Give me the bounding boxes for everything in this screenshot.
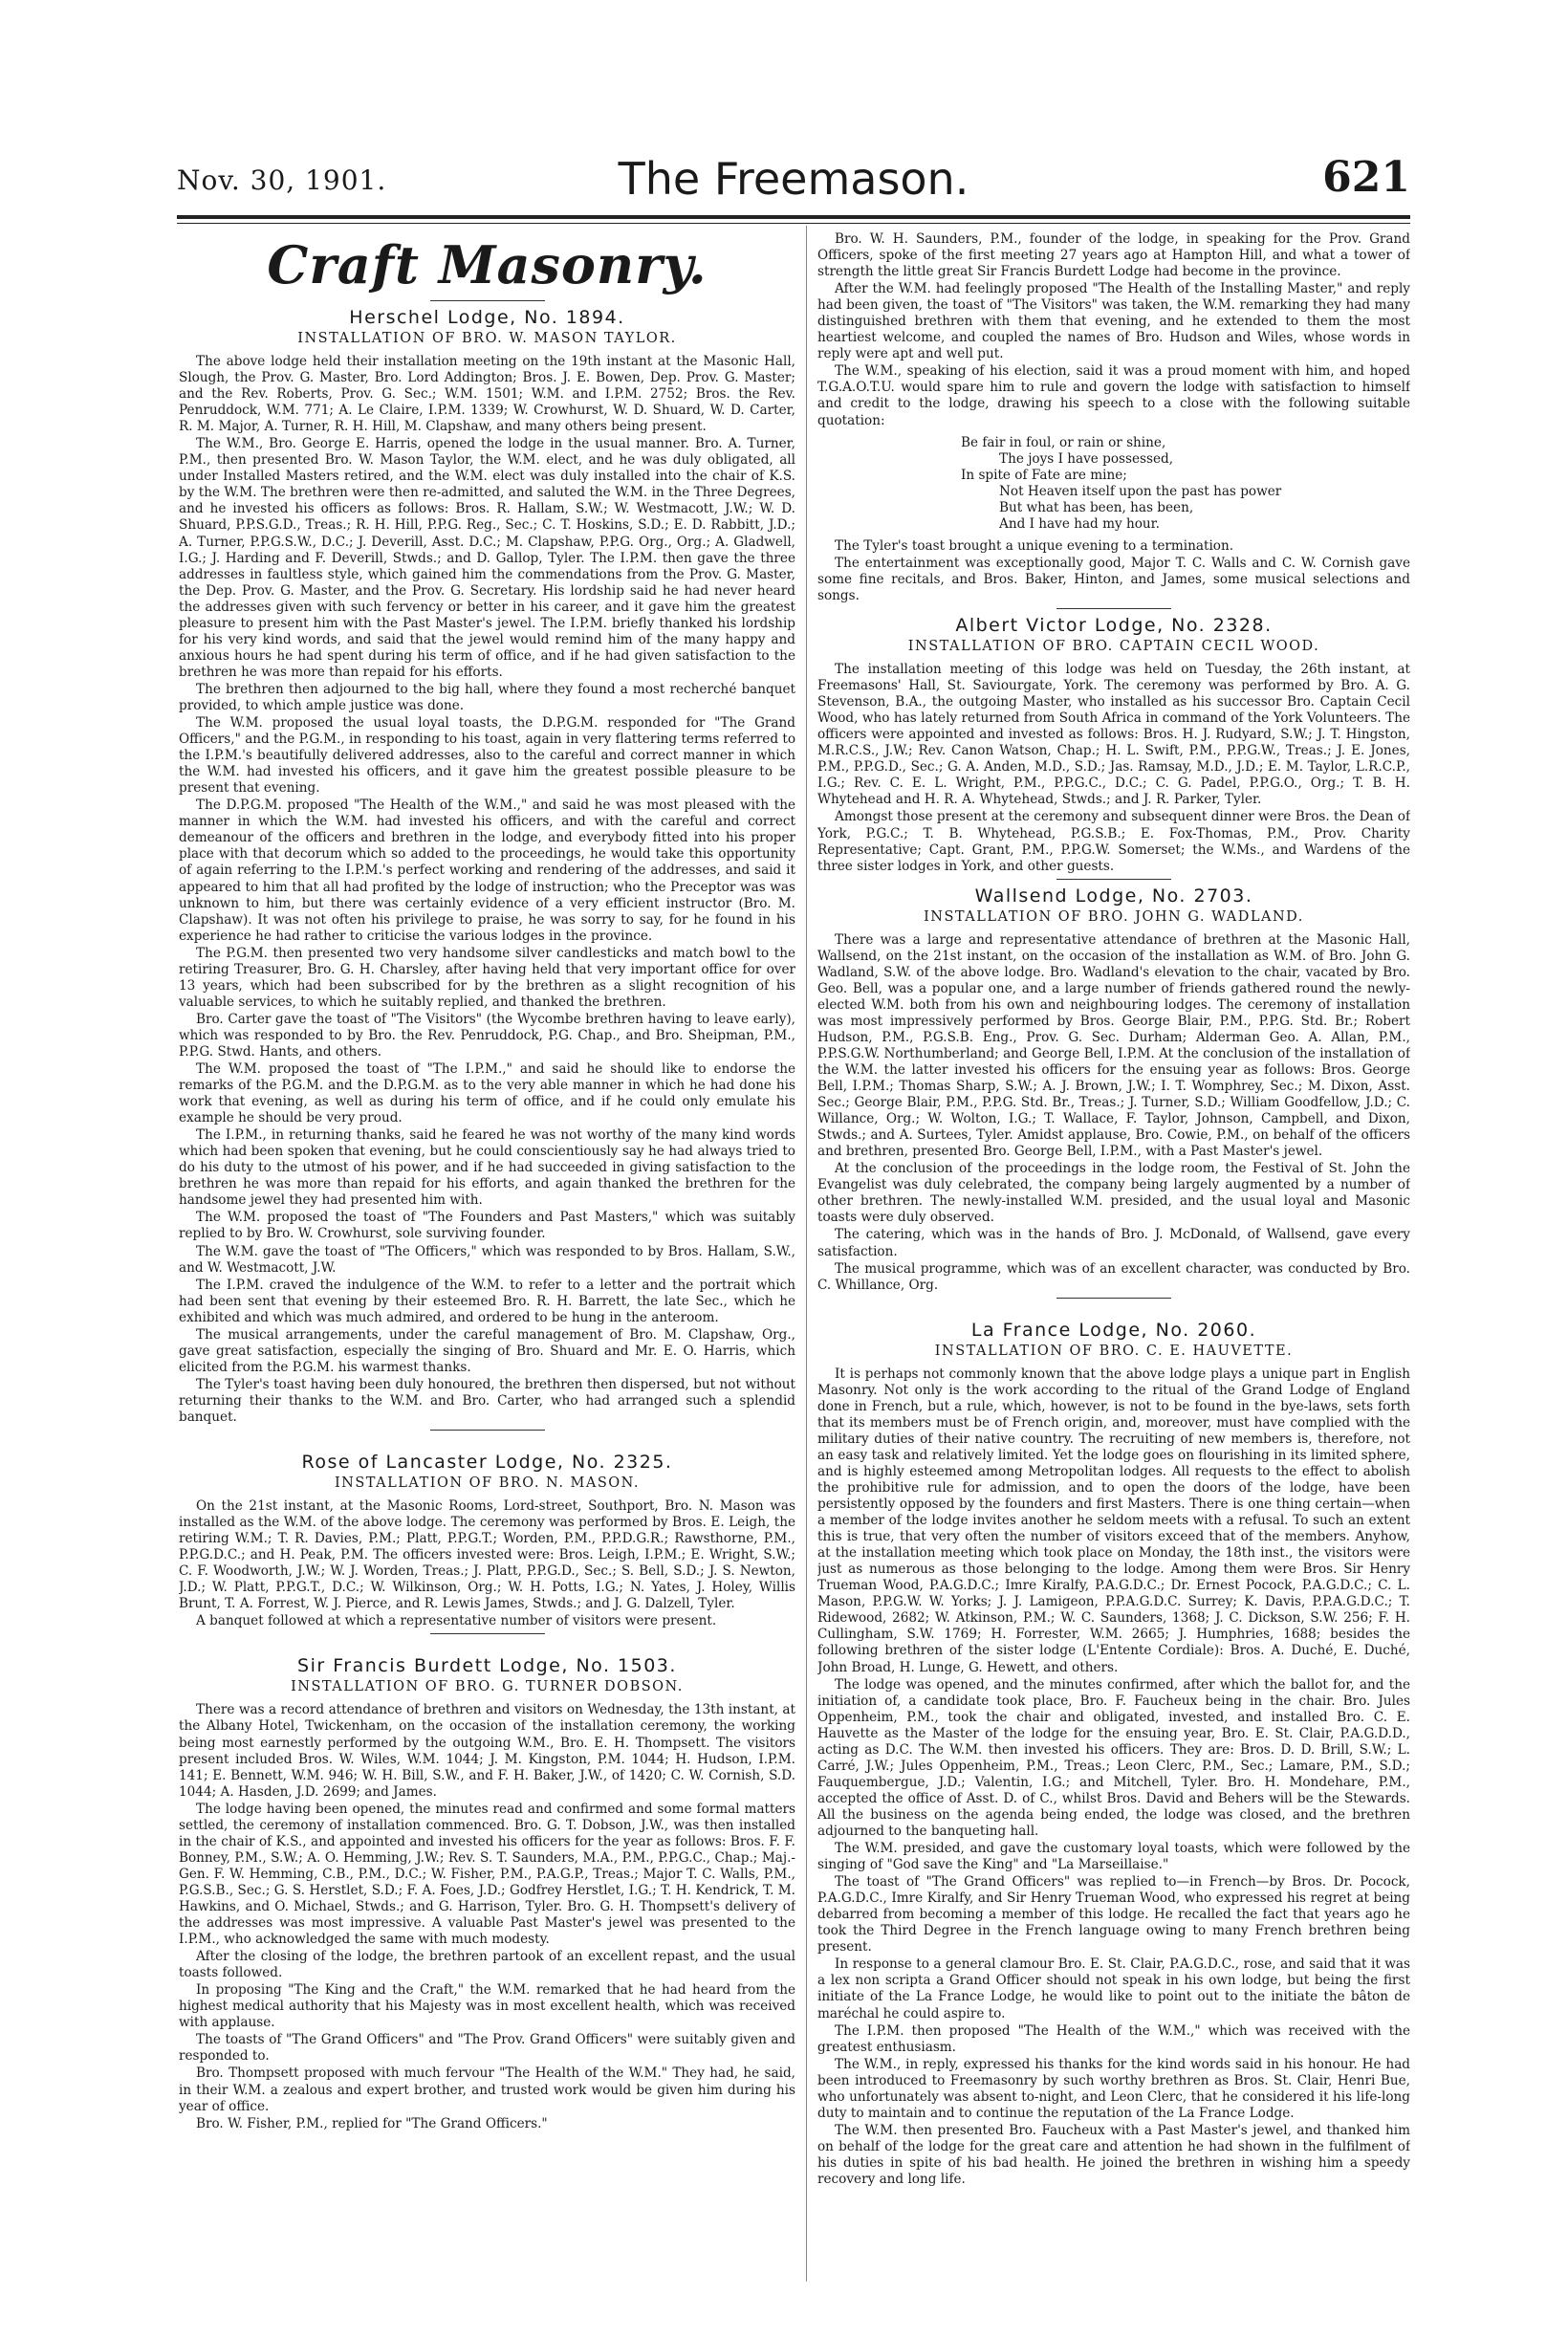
paragraph: In response to a general clamour Bro. E. St. Clair, P.A.G.D.C., rose, and said that it was a lex non scripta a Grand Officer should not speak in his own lodge, but being the first initiate of the La France Lodge, he would like to point out to the initiate the bâton de maréchal he could aspire to. (817, 1956, 1410, 2021)
lodge-heading: Rose of Lancaster Lodge, No. 2325. (301, 1452, 673, 1474)
lodge-heading: Albert Victor Lodge, No. 2328. (955, 615, 1273, 637)
paragraph: The above lodge held their installation meeting on the 19th instant at the Masonic Hall, Slough, the Prov. G. Master, Bro. Lord Addington; Bros. J. E. Bowen, Dep. Prov. G. Master; and the Rev. Roberts, Prov. G. Sec.; W.M. 1501; W.M. and I.P.M. 2752; Bros. the Rev. Penruddock, W.M. 771; A. Le Claire, I.P.M. 1339; W. Crowhurst, W. D. Shuard, W. D. Carter, R. M. Major, A. Turner, R. H. Hill, M. Clapshaw, and many others being present. (179, 354, 795, 435)
paragraph: The W.M. gave the toast of "The Officers," which was responded to by Bros. Hallam, S.W., and W. Westmacott, J.W. (179, 1243, 795, 1276)
paragraph: Bro. W. H. Saunders, P.M., founder of the lodge, in speaking for the Prov. Grand Officers, spoke of the first meeting 27 years ago at Hampton Hill, and what a tower of strength the little great Sir Francis Burdett Lodge had become in the province. (817, 231, 1410, 280)
installation-subheading: INSTALLATION OF BRO. N. MASON. (334, 1475, 641, 1492)
verse-line: The joys I have possessed, (999, 450, 1174, 467)
paragraph: The entertainment was exceptionally good, Major T. C. Walls and C. W. Cornish gave some fine recitals, and Bros. Baker, Hinton, and James, some musical selections and songs. (817, 555, 1410, 603)
paragraph: The brethren then adjourned to the big hall, where they found a most recherché banquet provided, to which ample justice was done. (179, 681, 795, 713)
paragraph: It is perhaps not commonly known that the above lodge plays a unique part in English Masonry. Not only is the work according to the ritual of the Grand Lodge of England done in French, but a rule, which, however, is not to be found in the bye-laws, sets forth that its members must be of French origin, and, moreover, must have complied with the military duties of their native country. The recruiting of new members is, therefore, not an easy task and relatively limited. Yet the lodge goes on flourishing in its limited sphere, and is highly esteemed among Metropolitan lodges. All requests to the effect to abolish the prohibitive rule for admission, and to open the doors of the lodge, have been persistently opposed by the founders and first Masters. There is one thing certain—when a member of the lodge invites another he seldom meets with a refusal. To such an extent this is true, that very often the number of visitors exceed that of the members. Anyhow, at the installation meeting which took place on Monday, the 18th inst., the visitors were just as numerous as those belonging to the lodge. Among them were Bros. Sir Henry Trueman Wood, P.A.G.D.C.; Imre Kiralfy, P.A.G.D.C.; Dr. Ernest Pocock, P.A.G.D.C.; C. L. Mason, P.P.G.W. W. Yorks; J. J. Lamigeon, P.P.A.G.D.C. Surrey; K. Davis, P.P.A.G.D.C.; T. Ridewood, 2682; W. Atkinson, P.M.; W. C. Saunders, 1368; J. C. Dickson, S.W. 256; F. H. Cullingham, S.W. 1769; H. Forrester, W.M. 2665; J. Humphries, 1688; besides the following brethren of the sister lodge (L'Entente Cordiale): Bros. A. Duché, E. Duché, John Broad, H. Lunge, G. Hewett, and others. (817, 1366, 1410, 1675)
paragraph: The toasts of "The Grand Officers" and "The Prov. Grand Officers" were suitably given and responded to. (179, 2032, 795, 2065)
verse-line: But what has been, has been, (999, 499, 1194, 515)
header-rule-thin (177, 223, 1410, 224)
paragraph: The W.M. proposed the toast of "The Founders and Past Masters," which was suitably replied to by Bro. W. Crowhurst, sole surviving founder. (179, 1210, 795, 1242)
verse-line: And I have had my hour. (999, 515, 1160, 532)
article-rule (430, 1633, 545, 1634)
verse-line: In spite of Fate are mine; (961, 467, 1127, 483)
paragraph: Bro. Carter gave the toast of "The Visitors" (the Wycombe brethren having to leave early), which was responded to by Bro. the Rev. Penruddock, P.G. Chap., and Bro. Sheipman, P.M., P.P.G. Stwd. Hants, and others. (179, 1011, 795, 1060)
paragraph: The toast of "The Grand Officers" was replied to—in French—by Bros. Dr. Pocock, P.A.G.D.C., Imre Kiralfy, and Sir Henry Trueman Wood, who expressed his regret at being debarred from becoming a member of this lodge. He recalled the fact that years ago he took the Third Degree in the French language owing to many French brethren being present. (817, 1874, 1410, 1956)
header-rule (177, 215, 1410, 219)
paragraph: In proposing "The King and the Craft," the W.M. remarked that he had heard from the highest medical authority that his Majesty was in most excellent health, which was received with applause. (179, 1982, 795, 2031)
masthead (177, 153, 1410, 210)
paragraph: On the 21st instant, at the Masonic Rooms, Lord-street, Southport, Bro. N. Mason was installed as the W.M. of the above lodge. The ceremony was performed by Bros. E. Leigh, the retiring W.M.; T. R. Davies, P.M.; Platt, P.P.G.T.; Worden, P.M., P.P.D.G.R.; Rawsthorne, P.M., P.P.G.D.C.; and H. Peak, P.M. The officers invested were: Bros. Leigh, I.P.M.; E. Wright, S.W.; C. F. Woodworth, J.W.; W. J. Worden, Treas.; J. Platt, P.P.G.D., Sec.; S. Bell, S.D.; J. S. Newton, J.D.; W. Platt, P.P.G.T., D.C.; W. Wilkinson, Org.; W. H. Potts, I.G.; N. Yates, J. Holey, Willis Brunt, T. A. Forrest, W. J. Pierce, and R. Lewis James, Stwds.; and J. G. Dalzell, Tyler. (179, 1498, 795, 1612)
installation-subheading: INSTALLATION OF BRO. CAPTAIN CECIL WOOD. (907, 639, 1320, 655)
article-rule (1056, 608, 1171, 609)
section-rule (430, 300, 545, 301)
installation-subheading: INSTALLATION OF BRO. G. TURNER DOBSON. (291, 1679, 684, 1695)
installation-subheading: INSTALLATION OF BRO. C. E. HAUVETTE. (934, 1343, 1294, 1359)
paragraph: The W.M., in reply, expressed his thanks for the kind words said in his honour. He had been introduced to Freemasonry by such worthy brethren as Bros. St. Clair, Henri Bue, who unfortunately was absent to-night, and Leon Clerc, that he considered it his life-long duty to maintain and to continue the reputation of the La France Lodge. (817, 2056, 1410, 2121)
verse-quotation (817, 435, 1410, 533)
installation-subheading: INSTALLATION OF BRO. W. MASON TAYLOR. (297, 331, 677, 346)
paragraph: A banquet followed at which a representative number of visitors were present. (196, 1613, 717, 1629)
lodge-heading: Herschel Lodge, No. 1894. (349, 307, 625, 328)
lodge-heading: Wallsend Lodge, No. 2703. (974, 885, 1253, 907)
installation-subheading: INSTALLATION OF BRO. JOHN G. WADLAND. (924, 908, 1304, 925)
newspaper-title: The Freemason. (618, 153, 969, 205)
issue-date: Nov. 30, 1901. (177, 164, 387, 196)
paragraph: At the conclusion of the proceedings in the lodge room, the Festival of St. John the Evangelist was duly celebrated, the company being largely augmented by a number of other brethren. The newly-installed W.M. presided, and the usual loyal and Masonic toasts were duly observed. (817, 1161, 1410, 1226)
paragraph: The W.M. proposed the usual loyal toasts, the D.P.G.M. responded for "The Grand Officers," and the P.G.M., in responding to his toast, again in very flattering terms referred to the I.P.M.'s beautifully delivered addresses, also to the careful and correct manner in which the W.M. had invested his officers, and it gave him the greatest possible pleasure to be present that evening. (179, 715, 795, 797)
paragraph: The installation meeting of this lodge was held on Tuesday, the 26th instant, at Freemasons' Hall, St. Saviourgate, York. The ceremony was performed by Bro. A. G. Stevenson, B.A., the outgoing Master, who installed as his successor Bro. Captain Cecil Wood, who has lately returned from South Africa in command of the York Volunteers. The officers were appointed and invested as follows: Bros. H. J. Rudyard, S.W.; J. T. Hingston, M.R.C.S., J.W.; Rev. Canon Watson, Chap.; H. L. Swift, P.M., P.P.G.W., Treas.; J. E. Jones, P.M., P.P.G.D., Sec.; G. A. Anden, M.D., S.D.; Jas. Ramsay, M.D., J.D.; E. M. Taylor, L.R.C.P., I.G.; Rev. C. E. L. Wright, P.M., P.P.G.C., D.C.; C. G. Padel, P.P.G.O., Org.; T. B. H. Whytehead and H. R. A. Whytehead, Stwds.; and J. R. Parker, Tyler. (817, 662, 1410, 808)
paragraph: After the closing of the lodge, the brethren partook of an excellent repast, and the usual toasts followed. (179, 1949, 795, 1981)
paragraph: The Tyler's toast having been duly honoured, the brethren then dispersed, but not without returning their thanks to the W.M. and Bro. Carter, who had arranged such a splendid banquet. (179, 1376, 795, 1425)
column-divider (806, 226, 807, 2282)
paragraph: The W.M., Bro. George E. Harris, opened the lodge in the usual manner. Bro. A. Turner, P.M., then presented Bro. W. Mason Taylor, the W.M. elect, and he was duly obligated, all under Installed Masters retired, and the W.M. elect was duly installed into the chair of K.S. by the W.M. The brethren were then re-admitted, and saluted the W.M. in the Three Degrees, and he invested his officers as follows: Bros. R. Hallam, S.W.; W. Westmacott, J.W.; W. D. Shuard, P.P.S.G.D., Treas.; R. H. Hill, P.P.G. Reg., Sec.; C. T. Hoskins, S.D.; E. D. Rabbitt, J.D.; A. Turner, P.P.G.S.W., D.C.; J. Deverill, Asst. D.C.; M. Clapshaw, P.P.G. Org., Org.; A. Gladwell, I.G.; J. Harding and F. Deverill, Stwds.; and D. Gallop, Tyler. The I.P.M. then gave the three addresses in faultless style, which gained him the commendations from the Prov. G. Master, the Dep. Prov. G. Master, and the Prov. G. Secretary. His lordship said he had never heard the addresses given with such fervency or better in his career, and it gave him the greatest pleasure to present him with the Past Master's jewel. The I.P.M. briefly thanked his lordship for his very kind words, and said that the jewel would remind him of the many happy and anxious hours he had spent during his term of office, and if he had given satisfaction to the brethren he was more than repaid for his efforts. (179, 436, 795, 680)
paragraph: The D.P.G.M. proposed "The Health of the W.M.," and said he was most pleased with the manner in which the W.M. had invested his officers, and with the careful and correct demeanour of the officers and brethren in the lodge, and everybody fitted into his proper place with that decorum which so added to the proceedings, he would take this opportunity of again referring to the I.P.M.'s perfect working and rendering of the addresses, and said it appeared to him that all had profited by the lodge of instruction; who the Preceptor was was unknown to him, but there was certainly evidence of a very efficient instructor (Bro. M. Clapshaw). It was not often his privilege to praise, he was sorry to say, for he found in his experience he had rather to criticise the various lodges in the province. (179, 798, 795, 944)
article-rule (1056, 879, 1171, 880)
paragraph: The musical programme, which was of an excellent character, was conducted by Bro. C. Whillance, Org. (817, 1260, 1410, 1293)
verse-line: Not Heaven itself upon the past has power (999, 483, 1282, 499)
page-number: 621 (1322, 153, 1410, 202)
paragraph: The W.M., speaking of his election, said it was a proud moment with him, and hoped T.G.A.O.T.U. would spare him to rule and govern the lodge with satisfaction to himself and credit to the lodge, drawing his speech to a close with the following suitable quotation: (817, 363, 1410, 428)
paragraph: There was a record attendance of brethren and visitors on Wednesday, the 13th instant, at the Albany Hotel, Twickenham, on the occasion of the installation ceremony, the working being most earnestly performed by the outgoing W.M., Bro. E. H. Thompsett. The visitors present included Bros. W. Wiles, W.M. 1044; J. M. Kingston, P.M. 1044; H. Hudson, I.P.M. 141; E. Bennett, W.M. 946; W. H. Bill, S.W., and F. H. Baker, J.W., of 1420; C. W. Cornish, S.D. 1044; A. Hasden, J.D. 2699; and James. (179, 1702, 795, 1800)
article-rule (430, 1430, 545, 1431)
right-column (817, 231, 1410, 2259)
paragraph: The Tyler's toast brought a unique evening to a termination. (835, 537, 1234, 554)
verse-line: Be fair in foul, or rain or shine, (961, 434, 1166, 450)
paragraph: The lodge having been opened, the minutes read and confirmed and some formal matters settled, the ceremony of installation commenced. Bro. G. T. Dobson, J.W., was then installed in the chair of K.S., and appointed and invested his officers for the year as follows: Bros. F. F. Bonney, P.M., S.W.; A. O. Hemming, J.W.; Rev. S. T. Saunders, M.A., P.M., P.P.G.C., Chap.; Maj.-Gen. F. W. Hemming, C.B., P.M., D.C.; W. Fisher, P.M., P.A.G.P., Treas.; Major T. C. Walls, P.M., P.G.S.B., Sec.; G. S. Herstlet, S.D.; F. A. Foes, J.D.; Godfrey Herstlet, I.G.; T. H. Kendrick, T. M. Hawkins, and O. Michael, Stwds.; and G. Harrison, Tyler. Bro. G. H. Thompsett's delivery of the addresses was most impressive. A valuable Past Master's jewel was presented to the I.P.M., who acknowledged the same with much modesty. (179, 1801, 795, 1948)
left-column (179, 231, 795, 2259)
paragraph: The I.P.M., in returning thanks, said he feared he was not worthy of the many kind words which had been spoken that evening, but he could conscientiously say he had always tried to do his duty to the utmost of his power, and if he had succeeded in giving satisfaction to the brethren he was more than repaid for his efforts, and again thanked the brethren for the handsome jewel they had presented him with. (179, 1127, 795, 1209)
paragraph: The P.G.M. then presented two very handsome silver candlesticks and match bowl to the retiring Treasurer, Bro. G. H. Charsley, after having held that very important office for over 13 years, which had been subscribed for by the brethren as a slight recognition of his valuable services, to which he suitably replied, and thanked the brethren. (179, 945, 795, 1010)
paragraph: The W.M. presided, and gave the customary loyal toasts, which were followed by the singing of "God save the King" and "La Marseillaise." (817, 1841, 1410, 1873)
paragraph: The W.M. proposed the toast of "The I.P.M.," and said he should like to endorse the remarks of the P.G.M. and the D.P.G.M. as to the very able manner in which he had done his work that evening, as well as during his term of office, and if he could only emulate his example he should be very proud. (179, 1061, 795, 1126)
paragraph: There was a large and representative attendance of brethren at the Masonic Hall, Wallsend, on the 21st instant, on the occasion of the installation as W.M. of Bro. John G. Wadland, S.W. of the above lodge. Bro. Wadland's elevation to the chair, vacated by Bro. Geo. Bell, was a popular one, and a large number of friends gathered round the newly-elected W.M. both from his own and neighbouring lodges. The ceremony of installation was most impressively performed by Bros. George Blair, P.M., P.P.G. Std. Br.; Robert Hudson, P.M., P.G.S.B. Eng., Prov. G. Sec. Durham; Alderman Geo. A. Allan, P.M., P.P.S.G.W. Northumberland; and George Bell, I.P.M. At the conclusion of the installation of the W.M. the latter invested his officers for the ensuing year as follows: Bros. George Bell, I.P.M.; Thomas Sharp, S.W.; A. J. Brown, J.W.; I. T. Womphrey, Sec.; M. Dixon, Asst. Sec.; George Blair, P.M., P.P.G. Std. Br., Treas.; J. Turner, S.D.; William Goodfellow, J.D.; C. Willance, Org.; W. Wolton, I.G.; T. Wallace, F. Taylor, Johnson, Campbell, and Dixon, Stwds.; and A. Surtees, Tyler. Amidst applause, Bro. Cowie, P.M., on behalf of the officers and brethren, presented Bro. George Bell, I.P.M., with a Past Master's jewel. (817, 931, 1410, 1160)
paragraph: Bro. W. Fisher, P.M., replied for "The Grand Officers." (196, 2115, 548, 2131)
paragraph: The catering, which was in the hands of Bro. J. McDonald, of Wallsend, gave every satisfaction. (817, 1227, 1410, 1259)
lodge-heading: Sir Francis Burdett Lodge, No. 1503. (297, 1655, 677, 1677)
paragraph: The I.P.M. then proposed "The Health of the W.M.," which was received with the greatest enthusiasm. (817, 2022, 1410, 2055)
article-rule (1056, 1298, 1171, 1299)
paragraph: Bro. Thompsett proposed with much fervour "The Health of the W.M." They had, he said, in their W.M. a zealous and expert brother, and trusted work would be given him during his year of office. (179, 2065, 795, 2114)
paragraph: Amongst those present at the ceremony and subsequent dinner were Bros. the Dean of York, P.G.C.; T. B. Whytehead, P.G.S.B.; E. Fox-Thomas, P.M., Prov. Charity Representative; Capt. Grant, P.M., P.P.G.W. Somerset; the W.Ms., and Wardens of the three sister lodges in York, and other guests. (817, 809, 1410, 874)
paragraph: The lodge was opened, and the minutes confirmed, after which the ballot for, and the initiation of, a candidate took place, Bro. F. Faucheux being in the chair. Bro. Jules Oppenheim, P.M., took the chair and obligated, invested, and installed Bro. C. E. Hauvette as the Master of the lodge for the ensuing year, Bro. E. St. Clair, P.A.G.D.D., acting as D.C. The W.M. then invested his officers. They are: Bros. D. D. Brill, S.W.; L. Carré, J.W.; Jules Oppenheim, P.M., Treas.; Leon Clerc, P.M., Sec.; Lamare, P.M., S.D.; Fauquembergue, J.D.; Valentin, I.G.; and Mitchell, Tyler. Bro. H. Mondehare, P.M., accepted the office of Asst. D. of C., whilst Bros. David and Behers will be the Stewards. All the business on the agenda being ended, the lodge was closed, and the brethren adjourned to the banqueting hall. (817, 1676, 1410, 1839)
paragraph: The I.P.M. craved the indulgence of the W.M. to refer to a letter and the portrait which had been sent that evening by their esteemed Bro. R. H. Barrett, the late Sec., which he exhibited and which was much admired, and ordered to be hung in the anteroom. (179, 1277, 795, 1325)
section-title: Craft Masonry. (267, 234, 708, 295)
paragraph: The musical arrangements, under the careful management of Bro. M. Clapshaw, Org., gave great satisfaction, especially the singing of Bro. Shuard and Mr. E. O. Harris, which elicited from the P.G.M. his warmest thanks. (179, 1326, 795, 1375)
lodge-heading: La France Lodge, No. 2060. (970, 1319, 1257, 1341)
paragraph: After the W.M. had feelingly proposed "The Health of the Installing Master," and reply had been given, the toast of "The Visitors" was taken, the W.M. remarking they had many distinguished brethren with them that evening, and he extended to them the most heartiest welcome, and coupled the names of Bro. Hudson and Wiles, whose words in reply were apt and well put. (817, 281, 1410, 362)
paragraph: The W.M. then presented Bro. Faucheux with a Past Master's jewel, and thanked him on behalf of the lodge for the great care and attention he had shown in the fulfilment of his duties in spite of his bad health. He joined the brethren in wishing him a speedy recovery and long life. (817, 2122, 1410, 2187)
